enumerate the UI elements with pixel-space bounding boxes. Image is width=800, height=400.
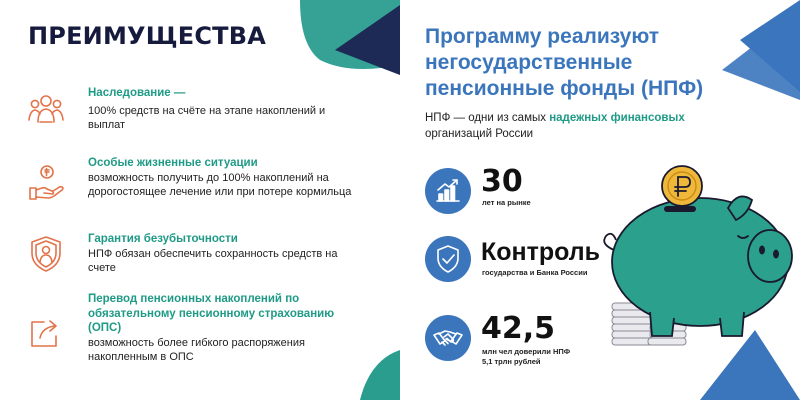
stat-caption: млн чел доверили НПФ bbox=[482, 347, 571, 356]
stat-caption: государства и Банка России bbox=[482, 268, 588, 277]
item-heading: Особые жизненные ситуации bbox=[88, 157, 258, 169]
stat-caption: 5,1 трлн рублей bbox=[482, 356, 541, 366]
item-description: 100% средств на счёте на этапе накоплений и выплат bbox=[88, 104, 326, 131]
stat-number: 42,5 bbox=[481, 311, 556, 346]
stat-number: Контроль bbox=[481, 238, 601, 266]
item-description: НПФ обязан обеспечить сохранность средств на счете bbox=[88, 247, 338, 274]
subtitle-text: организаций России bbox=[425, 128, 534, 140]
item-heading: Гарантия безубыточности bbox=[88, 233, 238, 245]
right-title: Программу реализуют негосударственные пенсионные фонды (НПФ) bbox=[425, 25, 704, 100]
left-title: ПРЕИМУЩЕСТВА bbox=[28, 22, 267, 50]
item-description: возможность получить до 100% накоплений на дорогостоящее лечение или при потере кормильца bbox=[88, 171, 352, 198]
item-description: возможность более гибкого распоряжения накопленным в ОПС bbox=[88, 336, 305, 363]
subtitle-highlight: надежных финансовых bbox=[549, 112, 685, 124]
ruble-coin-icon bbox=[662, 166, 702, 206]
stat-number: 30 bbox=[481, 164, 523, 199]
subtitle-text: НПФ — одни из самых bbox=[425, 112, 550, 124]
item-heading: Наследование — bbox=[88, 87, 186, 99]
stat-caption: лет на рынке bbox=[482, 198, 531, 207]
item-heading: Перевод пенсионных накоплений по обязательному пенсионному страхованию (ОПС) bbox=[88, 293, 335, 334]
